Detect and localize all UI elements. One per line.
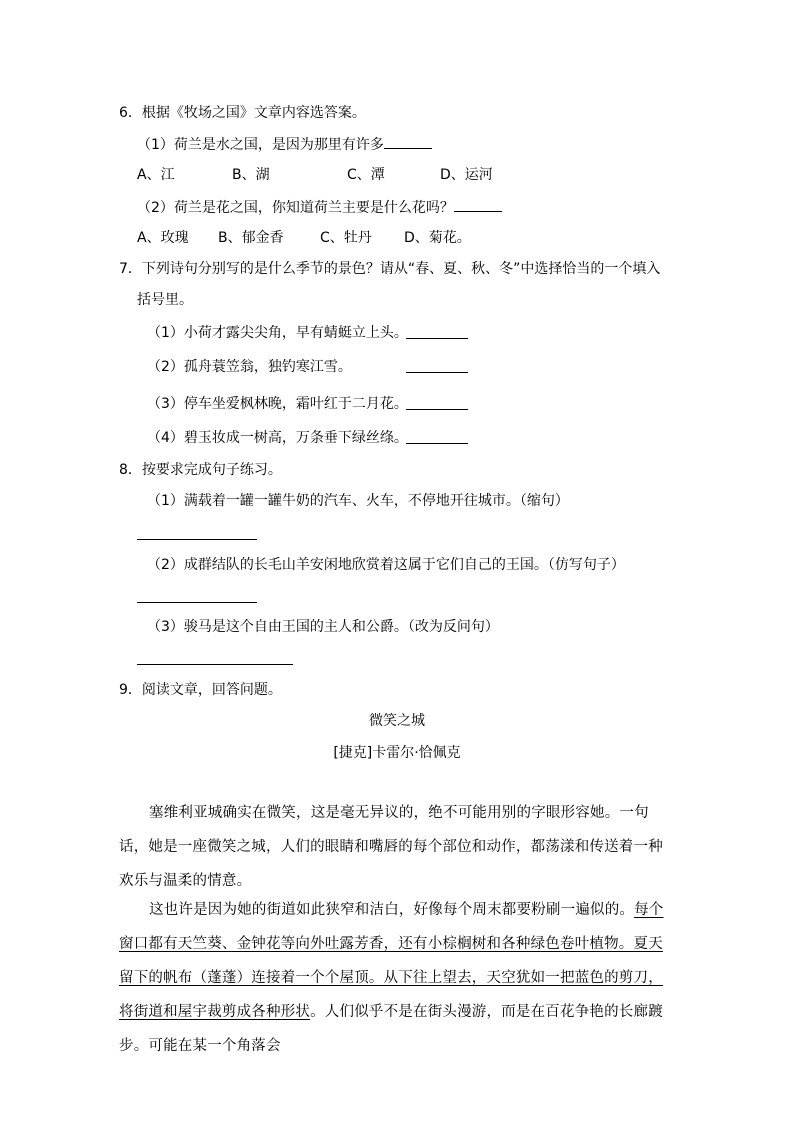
article-author: [捷克]卡雷尔·恰佩克 [333, 745, 461, 761]
article-paragraph-2 [119, 893, 675, 1063]
paragraph-2-rest: 。人们似乎不是在街头漫游，而是在百花争艳的长廊踱步。可能在某一个角落会 [119, 1004, 663, 1054]
q6-part1-text: （1）荷兰是水之国，是因为那里有许多 [137, 137, 384, 153]
answer-blank[interactable] [384, 134, 432, 149]
answer-blank[interactable] [406, 409, 468, 410]
article-title: 微笑之城 [369, 713, 425, 729]
q8-item-2: （2）成群结队的长毛山羊安闲地欣赏着这属于它们自己的王国。（仿写句子） [147, 557, 625, 573]
answer-line[interactable] [137, 602, 257, 603]
underlined-passage: 每个窗口都有天竺葵、金钟花等向外吐露芳香，还有小棕榈树和各种绿色卷叶植物。夏天留下的帆布（蓬蓬）连接着一个个屋顶。从下往上望去，天空犹如一把蓝色的剪刀，将街道和屋宇裁剪成各种形状 [119, 902, 664, 1020]
answer-blank[interactable] [406, 443, 468, 444]
q7-item-4: （4）碧玉妆成一树高，万条垂下绿丝绦。 [147, 430, 408, 446]
q7-item-3: （3）停车坐爱枫林晚，霜叶红于二月花。 [147, 396, 408, 412]
q6-part1-option-d: D、运河 [440, 167, 493, 183]
q8-item-3: （3）骏马是这个自由王国的主人和公爵。（改为反问句） [147, 619, 499, 635]
q7-item-2: （2）孤舟蓑笠翁，独钓寒江雪。 [147, 359, 352, 375]
q7-item-1: （1）小荷才露尖尖角，早有蜻蜓立上头。 [147, 325, 408, 341]
q6-part1 [137, 134, 432, 155]
q7-stem-line2: 括号里。 [137, 292, 193, 308]
q6-part1-option-c: C、潭 [347, 167, 385, 183]
q6-part2-option-a: A、玫瑰 [137, 230, 189, 246]
q6-part1-option-b: B、湖 [232, 167, 270, 183]
answer-blank[interactable] [454, 197, 502, 212]
answer-blank[interactable] [406, 338, 468, 339]
answer-line[interactable] [137, 539, 257, 540]
q6-part2 [137, 197, 502, 218]
q6-stem: 6．根据《牧场之国》文章内容选答案。 [119, 105, 366, 121]
article-paragraph-1: 塞维利亚城确实在微笑，这是毫无异议的，绝不可能用别的字眼形容她。一句话，她是一座微笑之城，人们的眼睛和嘴唇的每个部位和动作，都荡漾和传送着一种欢乐与温柔的情意。 [119, 805, 663, 889]
q6-part2-text: （2）荷兰是花之国，你知道荷兰主要是什么花吗？ [137, 200, 454, 216]
q8-stem: 8．按要求完成句子练习。 [119, 462, 282, 478]
q6-part2-option-d: D、菊花。 [404, 230, 471, 246]
answer-line[interactable] [137, 664, 293, 665]
q6-part1-option-a: A、江 [137, 167, 175, 183]
q7-stem-line1: 7．下列诗句分别写的是什么季节的景色？请从“春、夏、秋、冬”中选择恰当的一个填入 [119, 261, 661, 277]
q9-stem: 9．阅读文章，回答问题。 [119, 682, 282, 698]
q6-part2-option-b: B、郁金香 [218, 230, 284, 246]
answer-blank[interactable] [406, 372, 468, 373]
q6-part2-option-c: C、牡丹 [320, 230, 372, 246]
q8-item-1: （1）满载着一罐一罐牛奶的汽车、火车，不停地开往城市。（缩句） [147, 493, 569, 509]
paragraph-2-plain: 这也许是因为她的街道如此狭窄和洁白，好像每个周末都要粉刷一遍似的。 [149, 902, 635, 918]
